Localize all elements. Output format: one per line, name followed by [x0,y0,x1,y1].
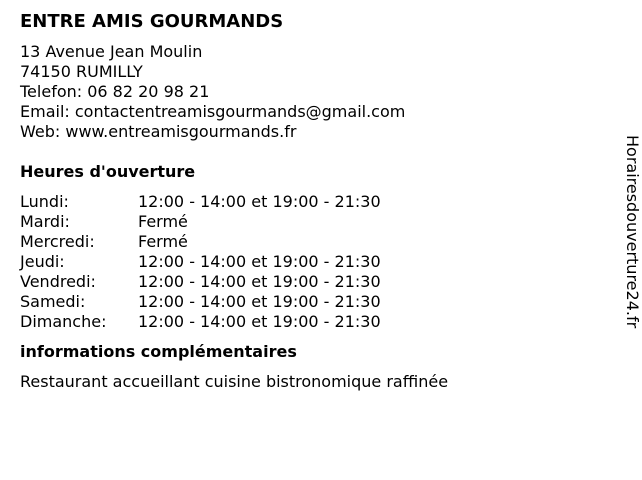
hours-time: 12:00 - 14:00 et 19:00 - 21:30 [138,312,381,331]
website-link[interactable]: Web: www.entreamisgourmands.fr [20,122,297,141]
info-description: Restaurant accueillant cuisine bistronomique raffinée [20,372,449,391]
hours-day: Dimanche: [20,312,107,331]
hours-day: Lundi: [20,192,69,211]
contact-block [20,42,600,142]
hours-heading: Heures d'ouverture [20,162,196,181]
hours-row-mercredi [20,232,600,252]
hours-time: 12:00 - 14:00 et 19:00 - 21:30 [138,192,381,211]
hours-day: Vendredi: [20,272,96,291]
address-street: 13 Avenue Jean Moulin [20,42,203,61]
site-watermark: Horairesdouverture24.fr [623,135,642,329]
address-city: 74150 RUMILLY [20,62,143,81]
hours-day: Jeudi: [20,252,65,271]
hours-time: 12:00 - 14:00 et 19:00 - 21:30 [138,292,381,311]
phone-number: Telefon: 06 82 20 98 21 [20,82,210,101]
hours-row-lundi [20,192,600,212]
hours-day: Samedi: [20,292,86,311]
hours-table [20,192,600,332]
hours-time: Fermé [138,212,188,231]
hours-day: Mardi: [20,212,70,231]
hours-row-mardi [20,212,600,232]
hours-time: 12:00 - 14:00 et 19:00 - 21:30 [138,272,381,291]
hours-row-dimanche [20,312,600,332]
hours-time: 12:00 - 14:00 et 19:00 - 21:30 [138,252,381,271]
email-address[interactable]: Email: contactentreamisgourmands@gmail.com [20,102,406,121]
hours-day: Mercredi: [20,232,95,251]
hours-time: Fermé [138,232,188,251]
hours-row-jeudi [20,252,600,272]
business-name: ENTRE AMIS GOURMANDS [20,11,284,32]
info-heading: informations complémentaires [20,342,297,361]
hours-row-samedi [20,292,600,312]
business-card [20,10,600,392]
hours-row-vendredi [20,272,600,292]
